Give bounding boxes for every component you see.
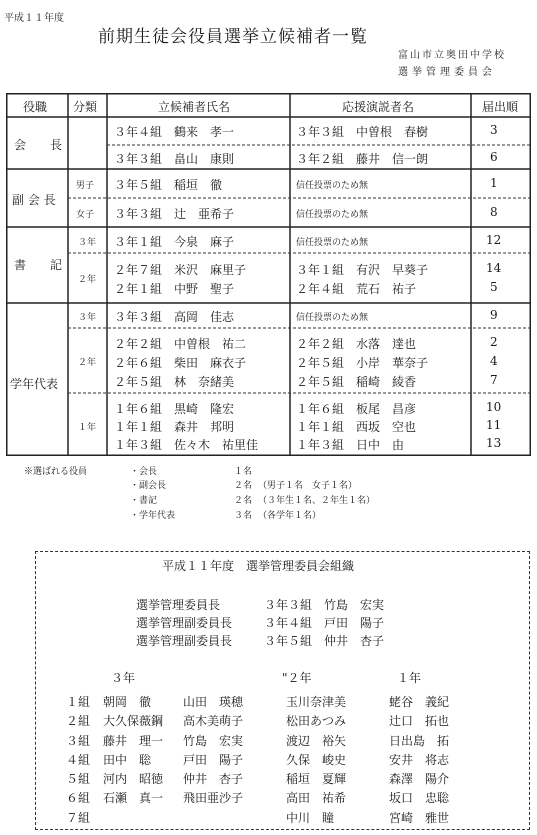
grade2-member-column — [286, 693, 346, 828]
note-position-count: ２名 — [234, 481, 253, 491]
class-label: ２組 — [66, 714, 91, 729]
grade-header: ３年 — [111, 671, 136, 685]
speaker-name: ２年４組 荒石 祐子 — [296, 282, 417, 296]
member-name: 蛯谷 義紀 — [389, 695, 450, 709]
role-grade-representative: 学年代表 — [10, 377, 59, 391]
candidate-name: ３年３組 高岡 佳志 — [114, 310, 235, 324]
member-name: 松田あつみ — [286, 714, 347, 729]
header-order: 届出順 — [482, 100, 519, 114]
member-name: 玉川奈津美 — [286, 695, 347, 709]
candidate-name: ２年１組 中野 聖子 — [114, 282, 235, 296]
speaker-name: ３年３組 中曽根 春樹 — [296, 125, 429, 139]
candidate-name: ２年５組 林 奈緒美 — [114, 375, 235, 389]
speaker-name: １年６組 板尾 昌彦 — [296, 402, 417, 416]
member-name: 辻口 拓也 — [389, 714, 450, 729]
member-name: 高木美萌子 — [183, 714, 244, 729]
committee-organization-box — [35, 551, 530, 830]
role-president: 会 長 — [14, 138, 63, 152]
class-label: ３組 — [66, 733, 91, 748]
note-position-label: ・会長 — [130, 467, 158, 477]
candidate-name: １年１組 森井 邦明 — [114, 420, 235, 434]
candidate-name: ３年３組 畠山 康則 — [114, 152, 235, 166]
candidate-name: １年３組 佐々木 祐里佳 — [114, 438, 259, 452]
member-name: 仲井 杏子 — [183, 772, 244, 787]
grade3-member-column — [103, 693, 163, 809]
speaker-name: ３年２組 藤井 信一朗 — [296, 152, 429, 166]
class-label: ７組 — [66, 810, 91, 825]
filing-order: 14 — [486, 261, 502, 275]
class-label: １組 — [66, 695, 91, 709]
filing-order: 12 — [486, 233, 502, 247]
member-name: 高田 祐希 — [286, 791, 347, 806]
member-name: 竹島 宏実 — [183, 733, 244, 748]
officer-member: ３年５組 仲井 杏子 — [264, 634, 385, 648]
member-name: 大久保薇鋼 — [103, 714, 164, 729]
officer-member: ３年４組 戸田 陽子 — [264, 616, 385, 630]
speaker-name: ３年１組 有沢 早葵子 — [296, 263, 429, 277]
member-name: 河内 昭徳 — [103, 772, 164, 787]
filing-order: 2 — [490, 335, 498, 349]
member-name: 藤井 理一 — [103, 733, 164, 748]
member-name: 朝岡 徹 — [103, 695, 152, 709]
filing-order: 8 — [490, 205, 498, 219]
category-label: ２年 — [78, 275, 97, 285]
note-position-detail: （男子１名 女子１名） — [258, 481, 358, 491]
note-position-label: ・学年代表 — [130, 511, 176, 521]
speaker-name: 信任投票のため無 — [296, 313, 369, 323]
committee-name: 選挙管理委員会 — [398, 67, 496, 78]
filing-order: 1 — [490, 176, 498, 190]
officer-post: 選挙管理副委員長 — [136, 634, 233, 648]
class-label-column — [66, 693, 90, 828]
class-label: ５組 — [66, 772, 91, 787]
note-position-detail: （３年生１名、２年生１名） — [258, 496, 376, 506]
member-name: 久保 峻史 — [286, 752, 347, 767]
filing-order: 4 — [490, 354, 498, 368]
grade1-member-column — [389, 693, 449, 828]
candidate-name: １年６組 黒崎 隆宏 — [114, 402, 235, 416]
member-name: 田中 聡 — [103, 752, 152, 767]
note-position-detail: （各学年１名） — [258, 511, 322, 521]
member-name: 戸田 陽子 — [183, 752, 244, 767]
category-label: ３年 — [78, 313, 97, 323]
member-name: 森澤 陽介 — [389, 772, 450, 787]
grade-header: １年 — [397, 671, 422, 685]
category-label: ３年 — [78, 238, 97, 248]
speaker-name: ２年５組 小岸 華奈子 — [296, 356, 429, 370]
speaker-name: 信任投票のため無 — [296, 238, 369, 248]
speaker-name: 信任投票のため無 — [296, 181, 369, 191]
member-name: 稲垣 夏輝 — [286, 772, 347, 787]
member-name: 山田 瑛穂 — [183, 695, 244, 709]
officer-post: 選挙管理委員長 — [136, 598, 221, 612]
member-name: 石瀬 真一 — [103, 791, 164, 806]
document-year-label: 平成１１年度 — [4, 13, 64, 24]
filing-order: 3 — [490, 123, 498, 137]
note-position-count: ２名 — [234, 496, 253, 506]
candidate-name: ２年７組 米沢 麻里子 — [114, 263, 247, 277]
filing-order: 9 — [490, 308, 498, 322]
filing-order: 13 — [486, 436, 502, 450]
category-label: 女子 — [76, 210, 95, 220]
class-label: ６組 — [66, 791, 91, 806]
category-label: １年 — [78, 423, 97, 433]
school-name: 富山市立奥田中学校 — [398, 50, 506, 61]
category-label: 男子 — [76, 181, 95, 191]
filing-order: 10 — [486, 400, 502, 414]
header-category: 分類 — [73, 100, 98, 114]
candidate-name: ３年４組 鶴来 孝一 — [114, 125, 235, 139]
note-position-count: ３名 — [234, 511, 253, 521]
header-speaker: 応援演説者名 — [342, 100, 415, 114]
page-title: 前期生徒会役員選挙立候補者一覧 — [98, 27, 368, 47]
speaker-name: ２年５組 稲崎 綾香 — [296, 375, 417, 389]
officer-post: 選挙管理副委員長 — [136, 616, 233, 630]
filing-order: 7 — [490, 373, 498, 387]
candidate-name: ３年３組 辻 亜希子 — [114, 207, 235, 221]
speaker-name: １年３組 日中 由 — [296, 438, 405, 452]
note-position-count: １名 — [234, 467, 253, 477]
filing-order: 11 — [486, 418, 502, 432]
role-secretary: 書 記 — [14, 258, 63, 272]
grade3-member-column — [183, 693, 243, 809]
member-name: 坂口 忠聡 — [389, 791, 450, 806]
member-name: 日出島 拓 — [389, 733, 450, 748]
candidate-name: ２年６組 柴田 麻衣子 — [114, 356, 247, 370]
speaker-name: 信任投票のため無 — [296, 210, 369, 220]
member-name: 中川 瞳 — [286, 810, 335, 825]
speaker-name: １年１組 西坂 空也 — [296, 420, 417, 434]
member-name: 渡辺 裕矢 — [286, 733, 347, 748]
officer-member: ３年３組 竹島 宏実 — [264, 598, 385, 612]
note-position-label: ・副会長 — [130, 481, 167, 491]
member-name: 安井 将志 — [389, 752, 450, 767]
candidate-name: ３年５組 稲垣 徹 — [114, 178, 223, 192]
member-name: 飛田亜沙子 — [183, 791, 244, 806]
header-role: 役職 — [23, 100, 48, 114]
header-candidate: 立候補者氏名 — [158, 100, 231, 114]
filing-order: 6 — [490, 150, 498, 164]
class-label: ４組 — [66, 752, 91, 767]
candidates-table — [6, 93, 531, 456]
grade-header: "２年 — [282, 671, 312, 685]
role-vice-president: 副 会 長 — [12, 193, 56, 207]
member-name: 宮崎 雅世 — [389, 810, 450, 825]
selected-positions-note — [24, 462, 404, 522]
note-position-label: ・書記 — [130, 496, 158, 506]
committee-organization-title: 平成１１年度 選挙管理委員会組織 — [162, 559, 355, 573]
speaker-name: ２年２組 水落 達也 — [296, 337, 417, 351]
category-label: ２年 — [78, 358, 97, 368]
note-heading: ※選ばれる役員 — [24, 467, 88, 477]
candidate-name: ２年２組 中曽根 祐二 — [114, 337, 247, 351]
candidate-name: ３年１組 今泉 麻子 — [114, 235, 235, 249]
filing-order: 5 — [490, 280, 498, 294]
